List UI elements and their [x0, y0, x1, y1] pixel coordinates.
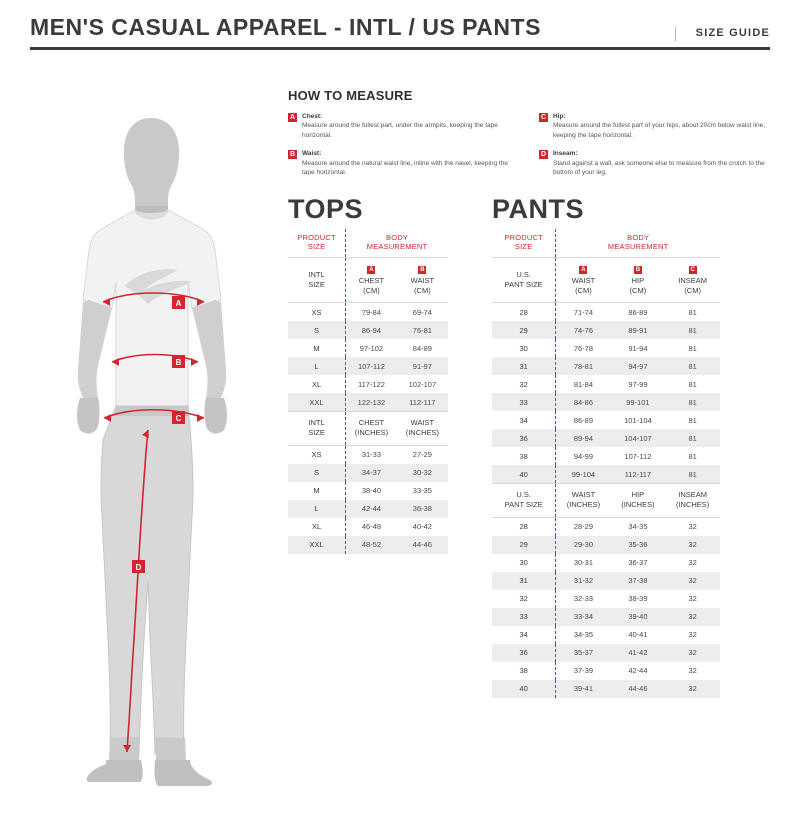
how-to-measure-text-inseam [553, 149, 768, 177]
how-to-measure-term-inseam: Inseam: [553, 150, 578, 158]
table-row [288, 482, 448, 500]
cell-chest: 97-102 [359, 343, 384, 353]
cell-size: 30 [492, 339, 556, 357]
tops-table-section [288, 196, 448, 554]
tops-cm-header-row [288, 257, 448, 303]
cell-waist: 44-46 [397, 536, 448, 554]
cell-size: 34 [492, 411, 556, 429]
how-to-measure-desc-waist: Measure around the natural waist line, inline with the navel, keeping the tape horizontal. [302, 159, 508, 177]
pants-size-table [492, 229, 720, 698]
cell-size: XS [288, 445, 346, 464]
marker-b-icon: B [635, 266, 641, 273]
table-row [288, 321, 448, 339]
cell-inseam: 81 [688, 415, 697, 425]
cell-chest: 46-48 [361, 522, 382, 532]
model-illustration [28, 110, 278, 800]
cell-hip: 40-41 [628, 630, 648, 640]
pants-us-size-header: U.S. PANT SIZE [492, 257, 556, 303]
cell-waist: 84-86 [556, 393, 611, 411]
table-row [492, 590, 720, 608]
table-row [492, 572, 720, 590]
cell-hip: 42-44 [628, 666, 648, 676]
how-to-measure-title: HOW TO MEASURE [288, 88, 413, 103]
how-to-measure-item-inseam [539, 149, 768, 177]
cell-waist: 94-99 [573, 451, 594, 461]
tops-waist-inches-header: WAIST (INCHES) [397, 412, 448, 446]
cell-chest: 34-37 [346, 464, 397, 482]
table-row [492, 662, 720, 680]
cell-size: 28 [492, 517, 556, 536]
cell-hip: 112-117 [611, 465, 666, 484]
cell-waist: 102-107 [408, 379, 437, 389]
cell-size: M [288, 339, 346, 357]
table-row [492, 393, 720, 411]
cell-waist: 86-89 [573, 415, 594, 425]
marker-a-icon: A [289, 114, 296, 121]
cell-chest: 117-122 [357, 379, 385, 389]
cell-size: 38 [492, 662, 556, 680]
cell-inseam: 81 [688, 343, 697, 353]
pants-body-measurement-header: BODY MEASUREMENT [607, 233, 669, 252]
cell-waist: 37-39 [573, 666, 594, 676]
cell-size: 33 [492, 393, 556, 411]
table-row [492, 517, 720, 536]
marker-b-icon: B [420, 266, 425, 273]
table-row [492, 626, 720, 644]
cell-inseam: 32 [665, 572, 720, 590]
cell-chest: 48-52 [346, 536, 397, 554]
cell-chest: 122-132 [346, 393, 397, 412]
cell-hip: 91-94 [628, 343, 648, 353]
cell-hip: 99-101 [611, 393, 666, 411]
cell-hip: 104-107 [611, 429, 666, 447]
cell-size: L [288, 500, 346, 518]
cell-hip: 86-89 [628, 307, 648, 317]
cell-size: XL [288, 518, 346, 536]
cell-inseam: 32 [665, 680, 720, 698]
pants-group-header-row [492, 229, 720, 257]
cell-hip: 107-112 [624, 451, 652, 461]
cell-waist: 29-30 [556, 536, 611, 554]
how-to-measure-item-waist [288, 149, 517, 177]
cell-waist: 69-74 [412, 307, 432, 317]
cell-size: 31 [492, 572, 556, 590]
cell-size: 38 [492, 447, 556, 465]
cell-waist: 28-29 [573, 522, 594, 532]
cell-size: 34 [492, 626, 556, 644]
how-to-measure-term-chest: Chest: [302, 113, 323, 120]
cell-inseam: 81 [665, 321, 720, 339]
how-to-measure-text-waist [302, 149, 517, 177]
pants-table-section [492, 196, 720, 698]
cell-inseam: 32 [688, 666, 697, 676]
table-row [288, 303, 448, 322]
table-row [492, 465, 720, 484]
pants-hip-cm-header: B HIP (CM) [611, 257, 666, 303]
tops-size-table [288, 229, 448, 554]
table-row [288, 357, 448, 375]
cell-size: XXL [288, 393, 346, 412]
marker-d-icon: D [540, 151, 547, 159]
cell-size: S [288, 321, 346, 339]
cell-waist: 84-89 [412, 343, 432, 353]
cell-size: 33 [492, 608, 556, 626]
tops-title: TOPS [288, 194, 364, 224]
cell-chest: 31-33 [361, 450, 382, 460]
marker-c-icon: C [690, 266, 695, 273]
marker-a-icon: A [369, 266, 374, 273]
cell-size: 31 [492, 357, 556, 375]
table-row [492, 339, 720, 357]
cell-size: 36 [492, 429, 556, 447]
cell-waist: 81-84 [573, 379, 594, 389]
table-row [492, 429, 720, 447]
table-row [288, 339, 448, 357]
cell-hip: 38-39 [628, 594, 648, 604]
cell-waist: 39-41 [556, 680, 611, 698]
size-guide-label: SIZE GUIDE [675, 27, 770, 41]
marker-a-icon: A [581, 266, 586, 273]
cell-hip: 34-35 [628, 522, 648, 532]
cell-waist: 36-38 [397, 500, 448, 518]
table-row [288, 518, 448, 536]
cell-chest: 79-84 [361, 307, 382, 317]
cell-waist: 76-78 [573, 343, 594, 353]
cell-size: 28 [492, 303, 556, 322]
table-row [288, 464, 448, 482]
cell-waist: 33-34 [556, 608, 611, 626]
cell-size: 29 [492, 321, 556, 339]
cell-inseam: 32 [665, 644, 720, 662]
cell-size: 36 [492, 644, 556, 662]
tops-body-measurement-header: BODY MEASUREMENT [366, 233, 428, 252]
cell-size: S [288, 464, 346, 482]
pants-waist-inches-header: WAIST (INCHES) [556, 484, 611, 518]
table-row [492, 321, 720, 339]
how-to-measure-item-chest [288, 112, 517, 140]
table-row [492, 303, 720, 322]
table-row [492, 554, 720, 572]
table-row [288, 375, 448, 393]
how-to-measure-desc-hip: Measure around the fullest part of your hips, about 20cm below waist line, keeping the tape horizontal. [553, 122, 766, 139]
cell-waist: 30-32 [397, 464, 448, 482]
how-to-measure-term-hip: Hip: [553, 113, 566, 120]
cell-waist: 78-81 [556, 357, 611, 375]
pants-us-size-header-inches: U.S. PANT SIZE [492, 484, 556, 518]
pants-waist-cm-header: A WAIST (CM) [556, 257, 611, 303]
cell-waist: 35-37 [556, 644, 611, 662]
table-row [288, 445, 448, 464]
tops-chest-cm-header: A CHEST (CM) [346, 257, 397, 303]
table-row [492, 375, 720, 393]
table-row [492, 644, 720, 662]
page-header [30, 14, 770, 50]
cell-hip: 101-104 [624, 415, 652, 425]
pants-cm-header-row [492, 257, 720, 303]
pants-title: PANTS [492, 194, 585, 224]
how-to-measure-text-chest [302, 112, 517, 140]
cell-size: 32 [492, 590, 556, 608]
cell-size: XS [288, 303, 346, 322]
how-to-measure-term-waist: Waist: [302, 150, 322, 158]
cell-inseam: 81 [665, 393, 720, 411]
cell-inseam: 81 [665, 465, 720, 484]
table-row [492, 536, 720, 554]
how-to-measure-item-hip [539, 112, 768, 140]
cell-hip: 44-46 [611, 680, 666, 698]
table-row [492, 447, 720, 465]
table-row [288, 536, 448, 554]
cell-inseam: 32 [665, 608, 720, 626]
cell-waist: 30-31 [573, 558, 594, 568]
tops-inches-header-row [288, 412, 448, 446]
cell-inseam: 32 [688, 522, 697, 532]
cell-waist: 91-97 [397, 357, 448, 375]
cell-inseam: 81 [688, 307, 697, 317]
tops-intl-size-header-inches: INTL SIZE [288, 412, 346, 446]
table-row [492, 357, 720, 375]
cell-waist: 31-32 [556, 572, 611, 590]
tops-chest-inches-header: CHEST (INCHES) [346, 412, 397, 446]
cell-waist: 33-35 [412, 486, 432, 496]
cell-hip: 89-91 [611, 321, 666, 339]
cell-size: XL [288, 375, 346, 393]
cell-hip: 36-37 [628, 558, 648, 568]
svg-text:D: D [135, 563, 142, 572]
cell-waist: 74-76 [556, 321, 611, 339]
cell-inseam: 81 [688, 379, 697, 389]
cell-size: L [288, 357, 346, 375]
cell-waist: 27-29 [412, 450, 432, 460]
pants-inches-header-row [492, 484, 720, 518]
cell-size: 30 [492, 554, 556, 572]
cell-waist: 99-104 [556, 465, 611, 484]
marker-c-icon: C [540, 114, 547, 121]
cell-waist: 71-74 [573, 307, 594, 317]
cell-inseam: 81 [688, 451, 697, 461]
page-title: MEN'S CASUAL APPAREL - INTL / US PANTS [30, 14, 541, 40]
table-row [288, 500, 448, 518]
table-row [288, 393, 448, 412]
how-to-measure-desc-chest: Measure around the fullest part, under the armpits, keeping the tape horizontal. [302, 122, 498, 139]
pants-inseam-cm-header: C INSEAM (CM) [665, 257, 720, 303]
marker-b-icon: B [289, 151, 296, 159]
cell-hip: 94-97 [611, 357, 666, 375]
cell-inseam: 81 [665, 429, 720, 447]
cell-hip: 97-99 [628, 379, 648, 389]
cell-inseam: 32 [688, 558, 697, 568]
cell-size: XXL [288, 536, 346, 554]
tops-waist-cm-header: B WAIST (CM) [397, 257, 448, 303]
how-to-measure-column-left [288, 112, 517, 187]
cell-waist: 32-33 [573, 594, 594, 604]
cell-waist: 89-94 [556, 429, 611, 447]
cell-hip: 37-38 [611, 572, 666, 590]
cell-waist: 76-81 [397, 321, 448, 339]
cell-hip: 41-42 [611, 644, 666, 662]
table-row [492, 608, 720, 626]
cell-waist: 34-35 [573, 630, 594, 640]
cell-hip: 39-40 [611, 608, 666, 626]
cell-chest: 42-44 [346, 500, 397, 518]
cell-inseam: 32 [688, 630, 697, 640]
cell-waist: 112-117 [397, 393, 448, 412]
tops-group-header-row [288, 229, 448, 257]
cell-size: M [288, 482, 346, 500]
cell-size: 32 [492, 375, 556, 393]
table-row [492, 411, 720, 429]
how-to-measure-desc-inseam: Stand against a wall, ask someone else to measure from the crotch to the bottom of your leg. [553, 159, 765, 177]
tops-product-size-header: PRODUCT SIZE [288, 229, 346, 257]
pants-product-size-header: PRODUCT SIZE [492, 229, 556, 257]
cell-inseam: 32 [688, 594, 697, 604]
table-row [492, 680, 720, 698]
svg-text:B: B [175, 358, 182, 367]
how-to-measure-section [288, 88, 768, 187]
cell-size: 40 [492, 680, 556, 698]
svg-text:C: C [175, 414, 182, 423]
cell-inseam: 32 [665, 536, 720, 554]
cell-size: 40 [492, 465, 556, 484]
cell-waist: 40-42 [412, 522, 432, 532]
how-to-measure-column-right [539, 112, 768, 187]
tops-intl-size-header: INTL SIZE [288, 257, 346, 303]
how-to-measure-text-hip [553, 112, 768, 140]
cell-chest: 38-40 [361, 486, 382, 496]
pants-inseam-inches-header: INSEAM (INCHES) [665, 484, 720, 518]
pants-hip-inches-header: HIP (INCHES) [611, 484, 666, 518]
svg-text:A: A [175, 299, 182, 308]
cell-inseam: 81 [665, 357, 720, 375]
cell-chest: 107-112 [346, 357, 397, 375]
cell-chest: 86-94 [346, 321, 397, 339]
cell-size: 29 [492, 536, 556, 554]
cell-hip: 35-36 [611, 536, 666, 554]
